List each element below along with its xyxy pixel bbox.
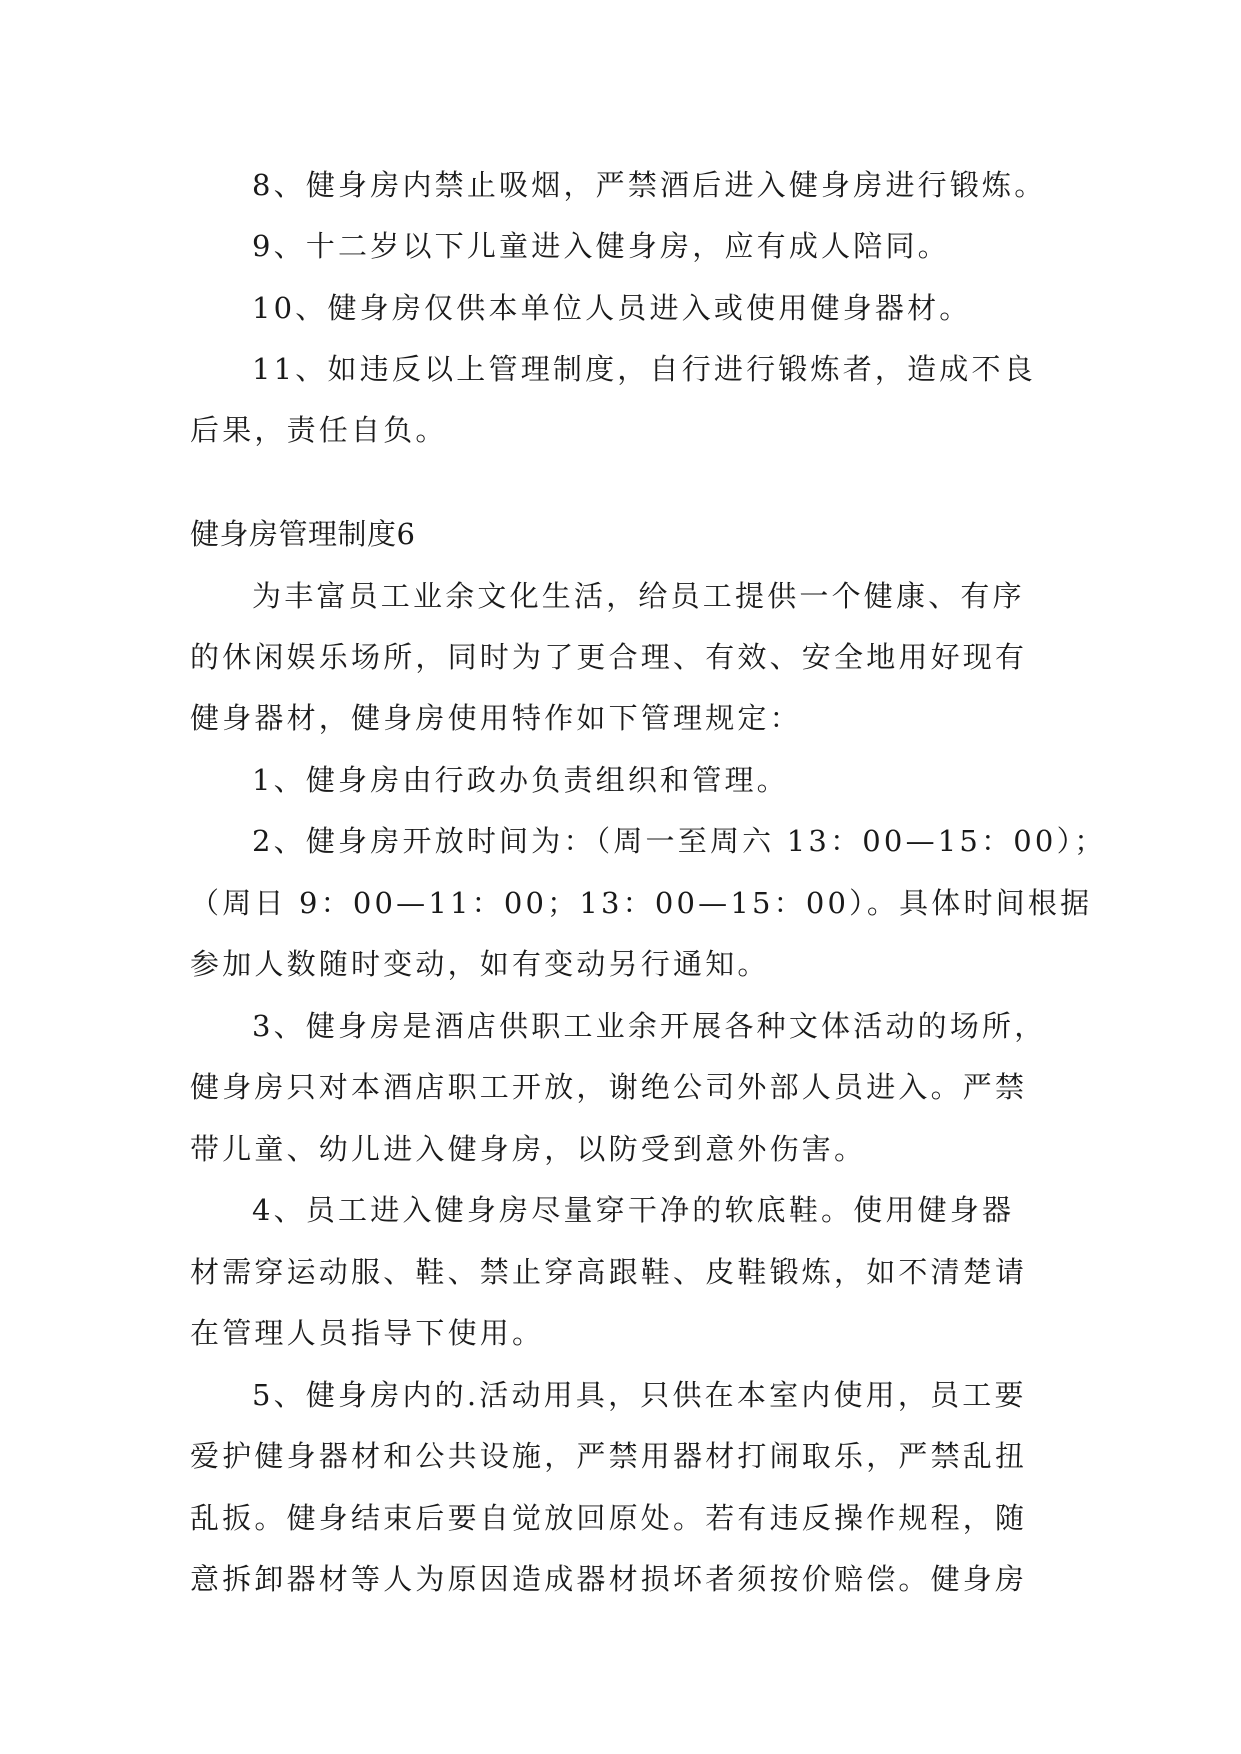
- rule-2-line-1: 2、健身房开放时间为：（周一至周六 13：00—15：00）；: [252, 824, 1107, 858]
- section-heading: 健身房管理制度6: [190, 517, 416, 551]
- rule-2-line-3: 参加人数随时变动，如有变动另行通知。: [190, 947, 770, 981]
- rule-11-line-1: 11、如违反以上管理制度，自行进行锻炼者，造成不良: [252, 352, 1036, 386]
- rule-1-line-1: 1、健身房由行政办负责组织和管理。: [252, 763, 789, 797]
- rule-3-line-2: 健身房只对本酒店职工开放，谢绝公司外部人员进入。严禁: [190, 1070, 1028, 1104]
- rule-3-line-3: 带儿童、幼儿进入健身房，以防受到意外伤害。: [190, 1132, 867, 1166]
- rule-2-line-2: （周日 9：00—11：00；13：00—15：00）。具体时间根据: [190, 886, 1093, 920]
- rule-5-line-4: 意拆卸器材等人为原因造成器材损坏者须按价赔偿。健身房: [190, 1562, 1028, 1596]
- rule-4-line-2: 材需穿运动服、鞋、禁止穿高跟鞋、皮鞋锻炼，如不清楚请: [190, 1255, 1028, 1289]
- rule-4-line-3: 在管理人员指导下使用。: [190, 1316, 545, 1350]
- rule-5-line-2: 爱护健身器材和公共设施，严禁用器材打闹取乐，严禁乱扭: [190, 1439, 1028, 1473]
- rule-5-line-3: 乱扳。健身结束后要自觉放回原处。若有违反操作规程，随: [190, 1501, 1028, 1535]
- intro-line-1: 为丰富员工业余文化生活，给员工提供一个健康、有序: [252, 579, 1025, 613]
- rule-8-line-1: 8、健身房内禁止吸烟，严禁酒后进入健身房进行锻炼。: [252, 168, 1047, 202]
- intro-line-2: 的休闲娱乐场所，同时为了更合理、有效、安全地用好现有: [190, 640, 1028, 674]
- rule-9-line-1: 9、十二岁以下儿童进入健身房，应有成人陪同。: [252, 229, 950, 263]
- rule-3-line-1: 3、健身房是酒店供职工业余开展各种文体活动的场所，: [252, 1009, 1047, 1043]
- rule-4-line-1: 4、员工进入健身房尽量穿干净的软底鞋。使用健身器: [252, 1193, 1015, 1227]
- rule-5-line-1: 5、健身房内的.活动用具，只供在本室内使用，员工要: [252, 1378, 1027, 1412]
- intro-line-3: 健身器材，健身房使用特作如下管理规定：: [190, 701, 802, 735]
- rule-10-line-1: 10、健身房仅供本单位人员进入或使用健身器材。: [252, 291, 972, 325]
- rule-11-line-2: 后果，责任自负。: [190, 413, 448, 447]
